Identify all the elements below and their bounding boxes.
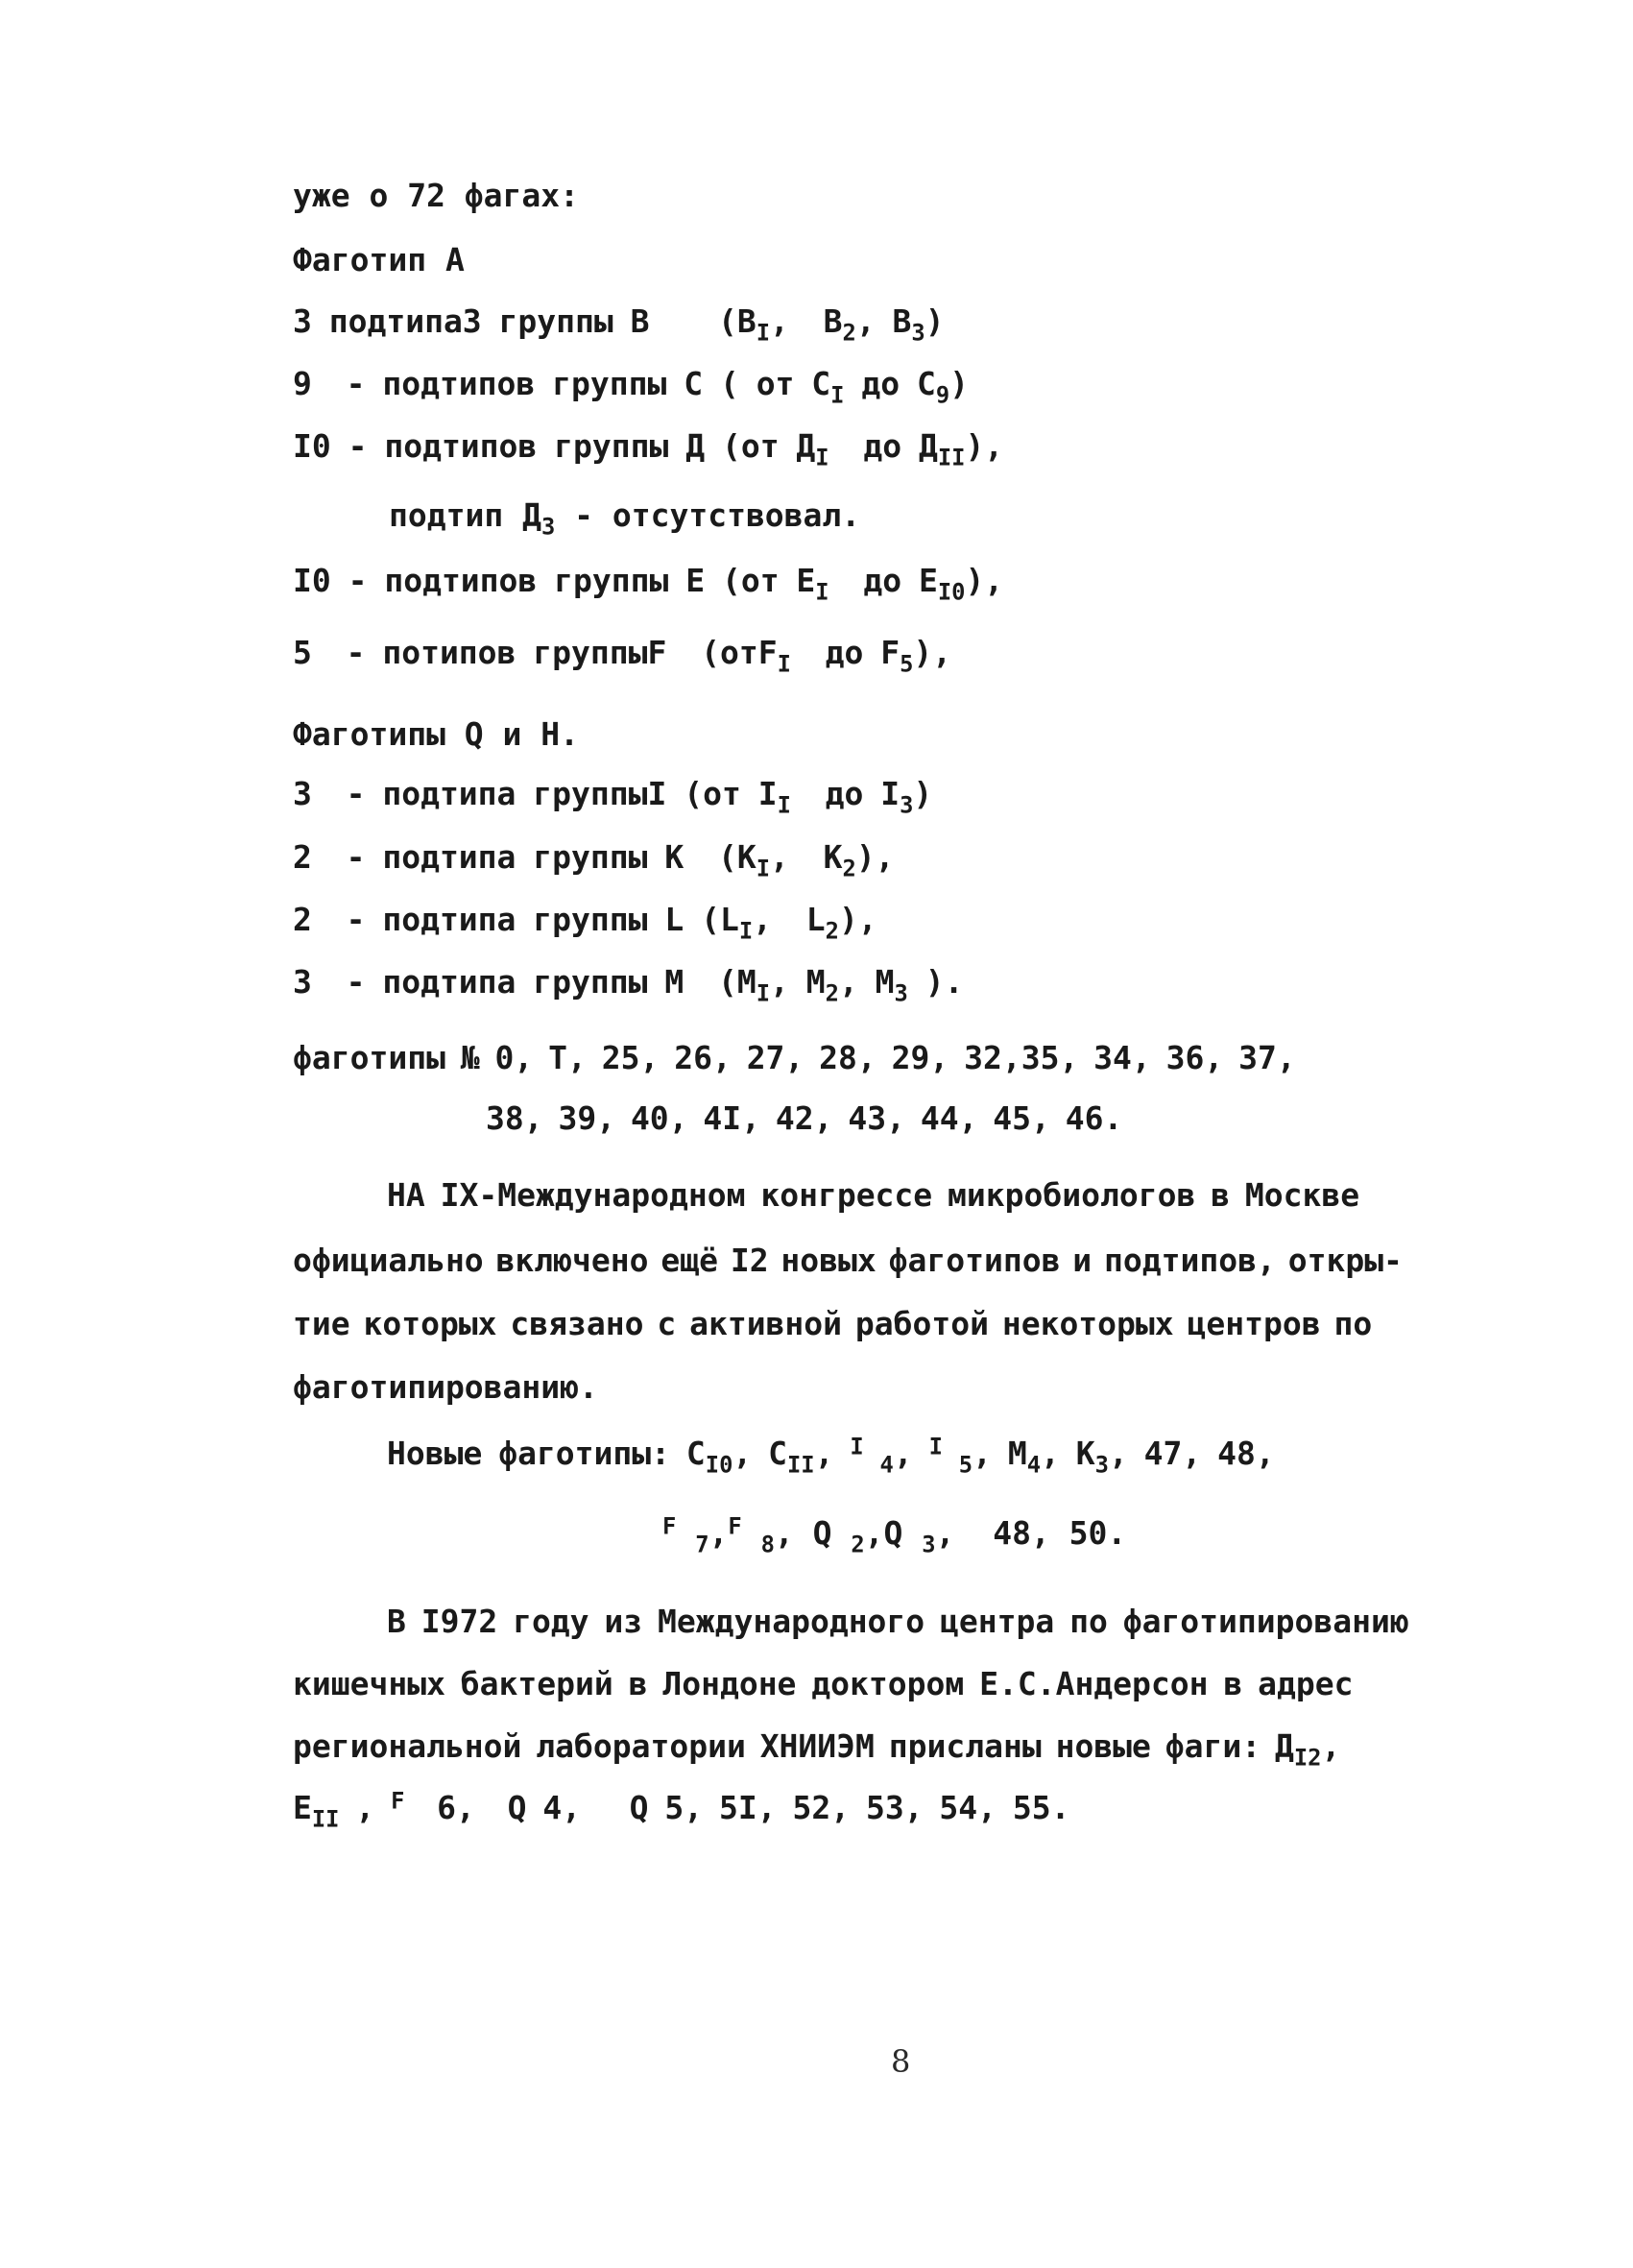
text-line: уже о 72 фагах: [293, 177, 580, 214]
text-line: 3 подтипа3 группы В ($В_I$, $В_2$, $В_3$) [293, 302, 945, 347]
text-line: 3 - подтипа группыI (от $I_I$ до $I_3$) [293, 775, 933, 819]
text-line: региональной лаборатории ХНИИЭМ присланы новые фаги: $Д_{I2}$, [293, 1727, 1341, 1772]
text-line: В I972 году из Международного центра по фаготипированию [387, 1603, 1409, 1640]
text-line: Фаготипы Q и Н. [293, 715, 580, 753]
text-line: официально включено ещё I2 новых фаготипов и подтипов, откры- [293, 1242, 1403, 1279]
text-line: фаготипированию. [293, 1368, 598, 1406]
page-number: 8 [891, 2043, 911, 2080]
text-line: подтип $Д_3$ - отсутствовал. [389, 496, 861, 541]
text-line: тие которых связано с активной работой некоторых центров по [293, 1305, 1373, 1342]
text-line: кишечных бактерий в Лондоне доктором Е.С.Андерсон в адрес [293, 1665, 1354, 1702]
text-line: 9 - подтипов группы С ( от $С_I$ до $С_9$) [293, 365, 970, 409]
text-line: НА IX-Международном конгрессе микробиологов в Москве [387, 1176, 1360, 1214]
text-line: $^F$ $_7$,$^F$ $_8$, Q $_2$,Q $_3$, 48, 50. [662, 1512, 1127, 1558]
text-line: Новые фаготипы: $С_{I0}$, $С_{II}$, $^I$ $_4$, $^I$ $_5$, $М_4$, $К_3$, 47, 48, [387, 1433, 1275, 1479]
text-line: 5 - потипов группыF (отF$_I$ до $F_5$), [293, 634, 952, 678]
text-line: $Е_{II}$ , $^F$ 6, Q 4, Q 5, 5I, 52, 53, 54, 55. [293, 1787, 1070, 1833]
text-line: I0 - подтипов группы Е (от $Е_I$ до $Е_{I0}$), [293, 562, 1004, 606]
text-line: 38, 39, 40, 4I, 42, 43, 44, 45, 46. [486, 1099, 1123, 1137]
text-line: Фаготип А [293, 241, 465, 278]
text-line: фаготипы № 0, Т, 25, 26, 27, 28, 29, 32,35, 34, 36, 37, [293, 1039, 1296, 1076]
text-line: I0 - подтипов группы Д (от $Д_I$ до $Д_{II}$), [293, 427, 1004, 471]
text-line: 2 - подтипа группы К ($К_I$, $К_2$), [293, 838, 895, 882]
text-line: 2 - подтипа группы L ($L_I$, $L_2$), [293, 901, 877, 945]
text-line: 3 - подтипа группы М ($М_I$, $М_2$, $М_3$ ). [293, 963, 964, 1007]
